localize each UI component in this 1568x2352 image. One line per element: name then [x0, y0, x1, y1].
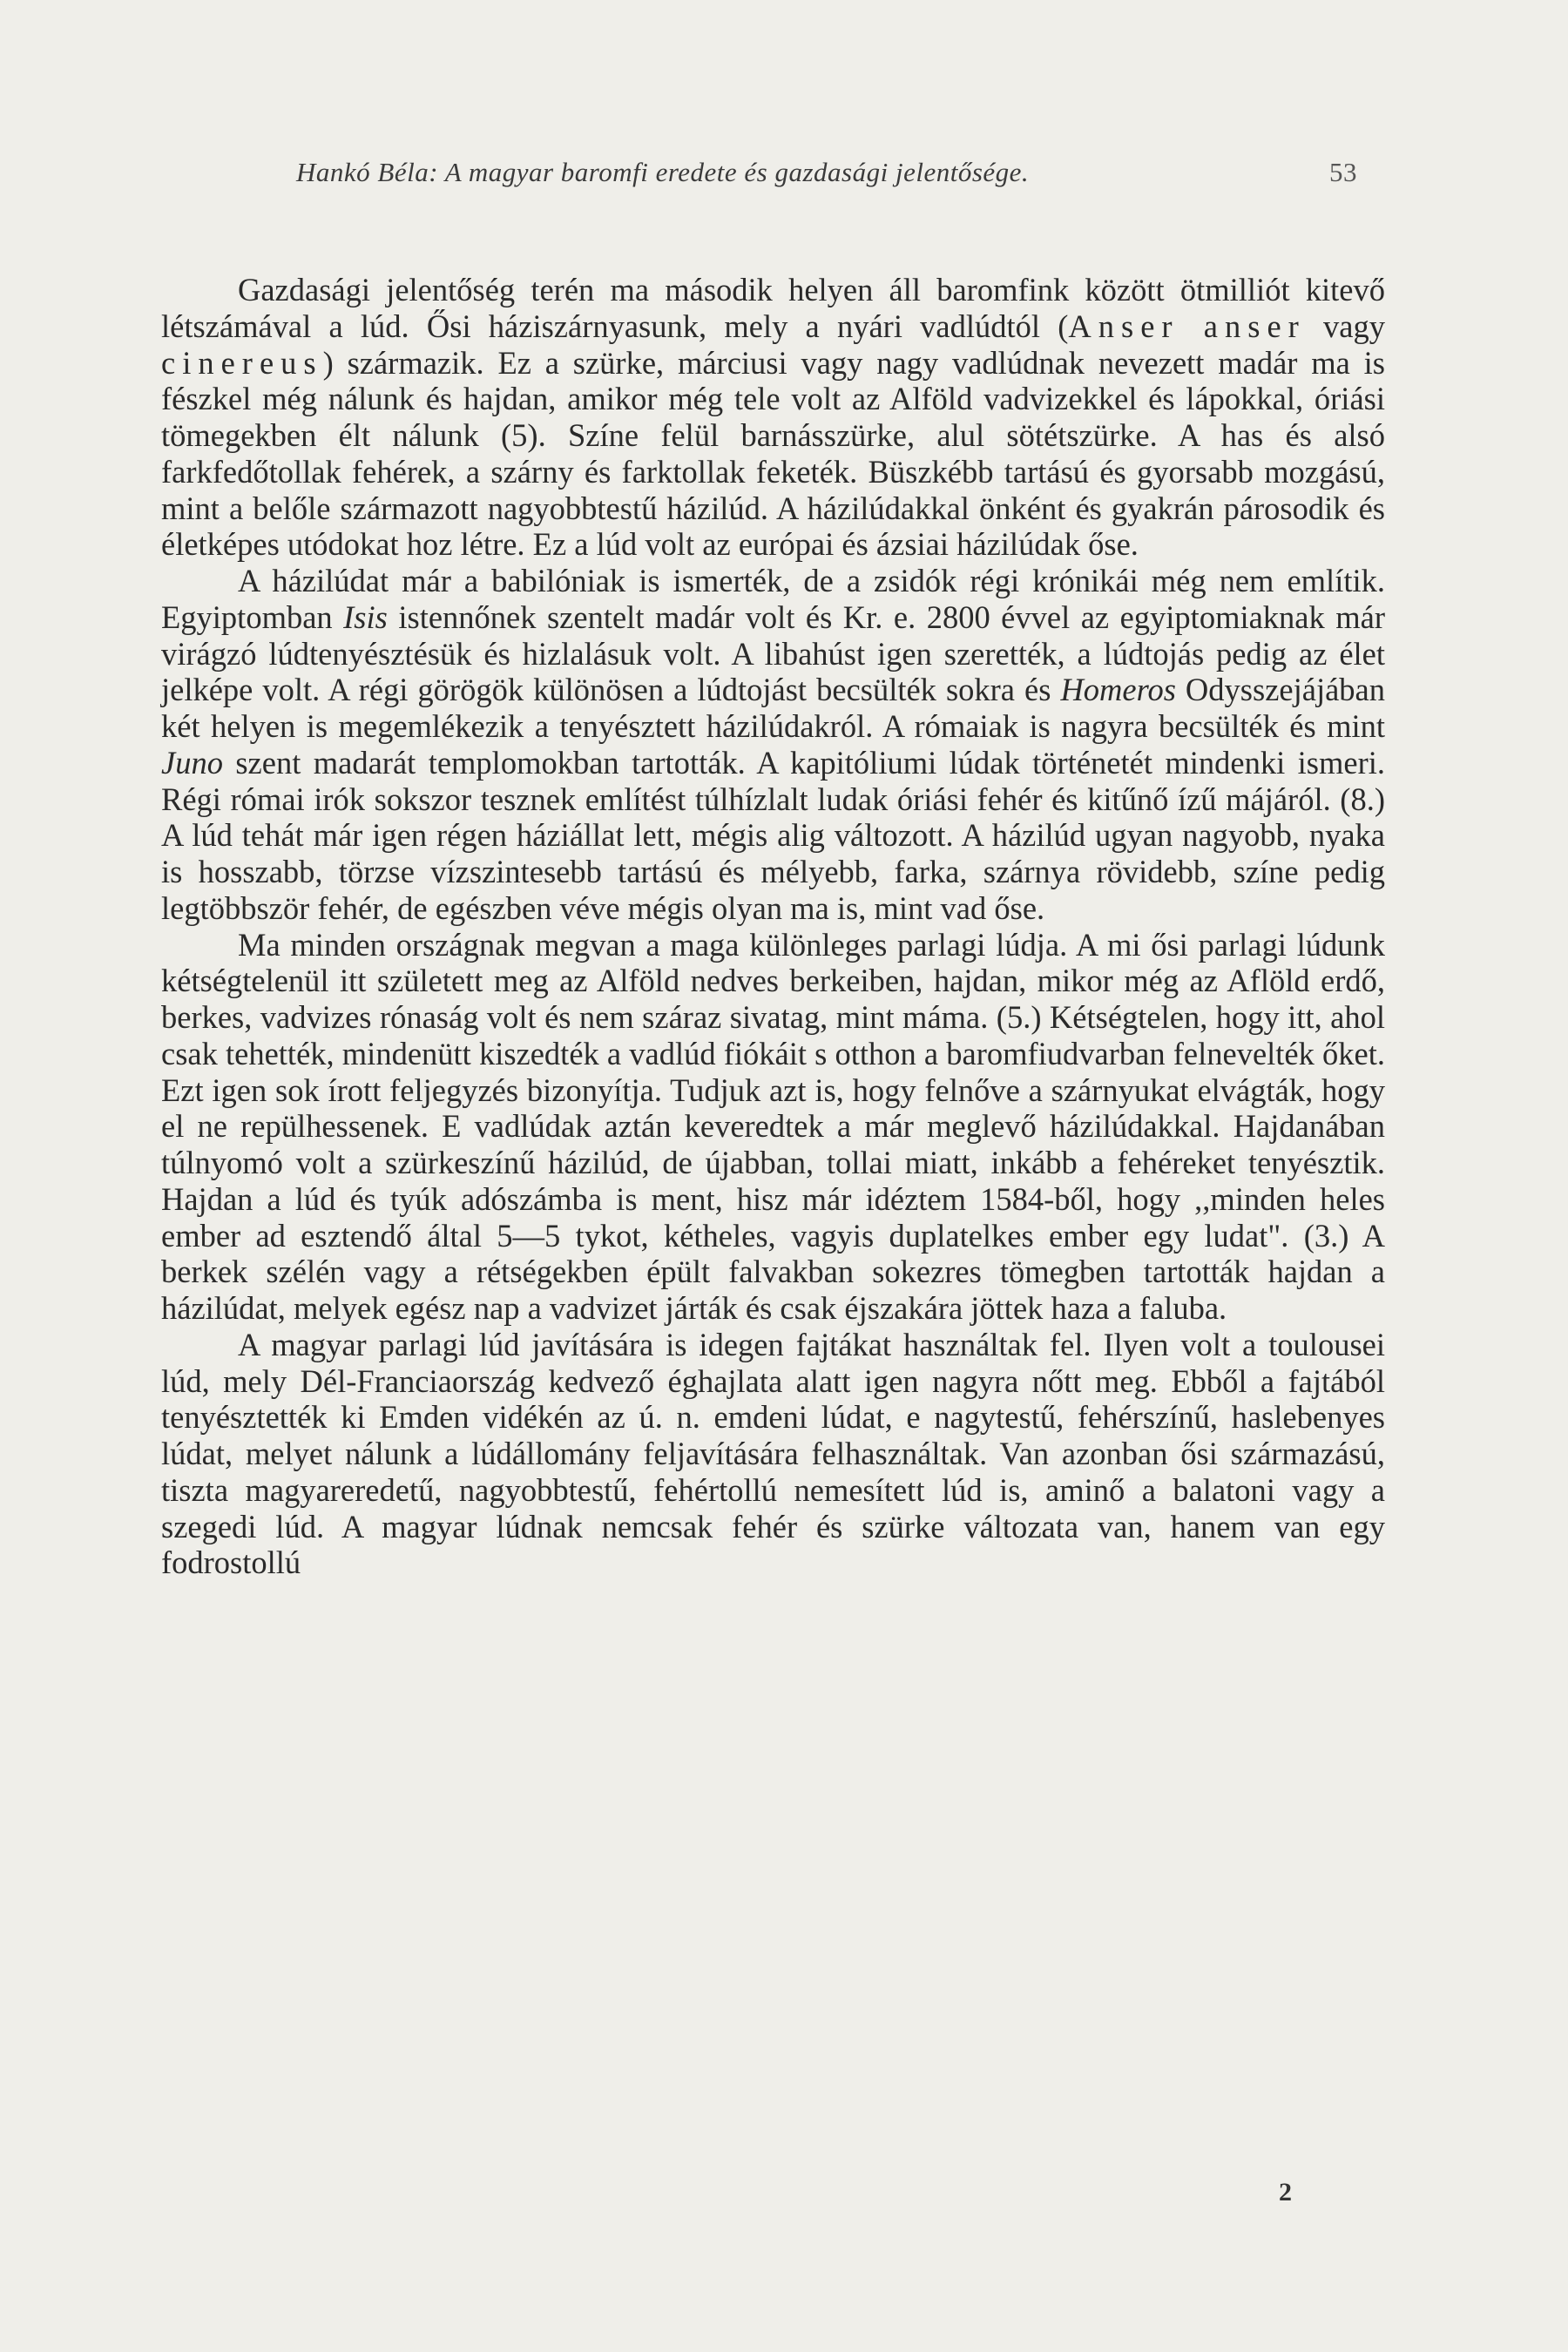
paragraph-4: [161, 1327, 1385, 1581]
text-run: Gazdasági jelentőség terén ma második helyen áll baromfink között ötmilliót kitevő létszámával a lúd. Ősi háziszárnyasunk, mely a nyári vadlúdtól (: [161, 272, 1385, 344]
text-run: ) származik. Ez a szürke, márciusi vagy nagy vadlúdnak nevezett madár ma is fészkel még nálunk és hajdan, amikor még tele volt az Alföld vadvizekkel és lápokkal, óriási tömegekben élt nálunk (5). Színe felül barnásszürke, alul sötétszürke. A has és alsó farkfedőtollak fehérek, a szárny és farktollak feketék. Büszkébb tartású és gyorsabb mozgású, mint a belőle származott nagyobbtestű házilúd. A házilúdakkal önként és gyakrán párosodik és életképes utódokat hoz létre. Ez a lúd volt az európai és ázsiai házilúdak őse.: [161, 344, 1385, 563]
page-number: 53: [1329, 157, 1357, 187]
text-run: Odysszejájában két helyen is megemlékezik a tenyésztett házilúdakról. A rómaiak is nagyra becsülték és mint: [161, 672, 1385, 744]
italic-name: Isis: [343, 598, 388, 635]
paragraph-2: [161, 563, 1385, 927]
paragraph-3: [161, 927, 1385, 1327]
species-name: cinereus: [161, 344, 323, 381]
header-title: Hankó Béla: A magyar baromfi eredete és gazdasági jelentősége.: [296, 157, 1030, 187]
body-text: [161, 272, 1385, 1581]
italic-name: Homeros: [1060, 672, 1176, 708]
italic-name: Juno: [161, 744, 223, 781]
text-run: Ma minden országnak megvan a maga különleges parlagi lúdja. A mi ősi parlagi lúdunk kétségtelenül itt született meg az Alföld nedves berkeiben, hajdan, mikor még az Aflöld erdő, berkes, vadvizes rónaság volt és nem száraz sivatag, mint máma. (5.) Kétségtelen, hogy itt, ahol csak tehették, mindenütt kiszedték a vadlúd fiókáit s otthon a baromfiudvarban felnevelték őket. Ezt igen sok írott feljegyzés bizonyítja. Tudjuk azt is, hogy felnőve a szárnyukat elvágták, hogy el ne repülhessenek. E vadlúdak aztán keveredtek a már meglevő házilúdakkal. Hajdanában túlnyomó volt a szürkeszínű házilúd, de újabban, tollai miatt, inkább a fehéreket tenyésztik. Hajdan a lúd és tyúk adószámba is ment, hisz már idéztem 1584-ből, hogy ,,minden heles ember ad esztendő által 5—5 tykot, kétheles, vagyis duplatelkes ember egy ludat". (3.) A berkek szélén vagy a rétségekben épült falvakban sokezres tömegben tartották hajdan a házilúdat, melyek egész nap a vadvizet járták és csak éjszakára jöttek haza a faluba.: [161, 926, 1385, 1326]
signature-mark: 2: [1279, 2178, 1292, 2207]
species-name: Anser anser: [1068, 308, 1306, 344]
text-run: vagy: [1305, 308, 1385, 344]
text-run: A házilúdat már a babilóniak is ismerték, de a zsidók régi krónikái még nem említik. Egyiptomban: [161, 563, 1385, 635]
text-run: istennőnek szentelt madár volt és Kr. e. 2800 évvel az egyiptomiaknak már virágzó lúdtenyésztésük és hizlalásuk volt. A libahúst igen szerették, a lúdtojás pedig az élet jelképe volt. A régi görögök különösen a lúdtojást becsülték sokra és: [161, 598, 1385, 708]
text-run: szent madarát templomokban tartották. A kapitóliumi lúdak történetét mindenki ismeri. Régi római irók sokszor tesznek említést túlhízlalt ludak óriási fehér és kitűnő ízű májáról. (8.) A lúd tehát már igen régen háziállat lett, mégis alig változott. A házilúd ugyan nagyobb, nyaka is hosszabb, törzse vízszintesebb tartású és mélyebb, farka, szárnya rövidebb, színe pedig legtöbbször fehér, de egészben véve mégis olyan ma is, mint vad őse.: [161, 744, 1385, 926]
running-header: [296, 157, 1385, 188]
paragraph-1: [161, 272, 1385, 563]
text-run: A magyar parlagi lúd javítására is idegen fajtákat használtak fel. Ilyen volt a toulousei lúd, mely Dél-Franciaország kedvező éghajlata alatt igen nagyra nőtt meg. Ebből a fajtából tenyésztették ki Emden vidékén az ú. n. emdeni lúdat, e nagytestű, fehérszínű, haslebenyes lúdat, melyet nálunk a lúdállomány feljavítására felhasználtak. Van azonban ősi származású, tiszta magyareredetű, nagyobbtestű, fehértollú nemesített lúd is, aminő a balatoni vagy a szegedi lúd. A magyar lúdnak nemcsak fehér és szürke változata van, hanem van egy fodrostollú: [161, 1326, 1385, 1581]
